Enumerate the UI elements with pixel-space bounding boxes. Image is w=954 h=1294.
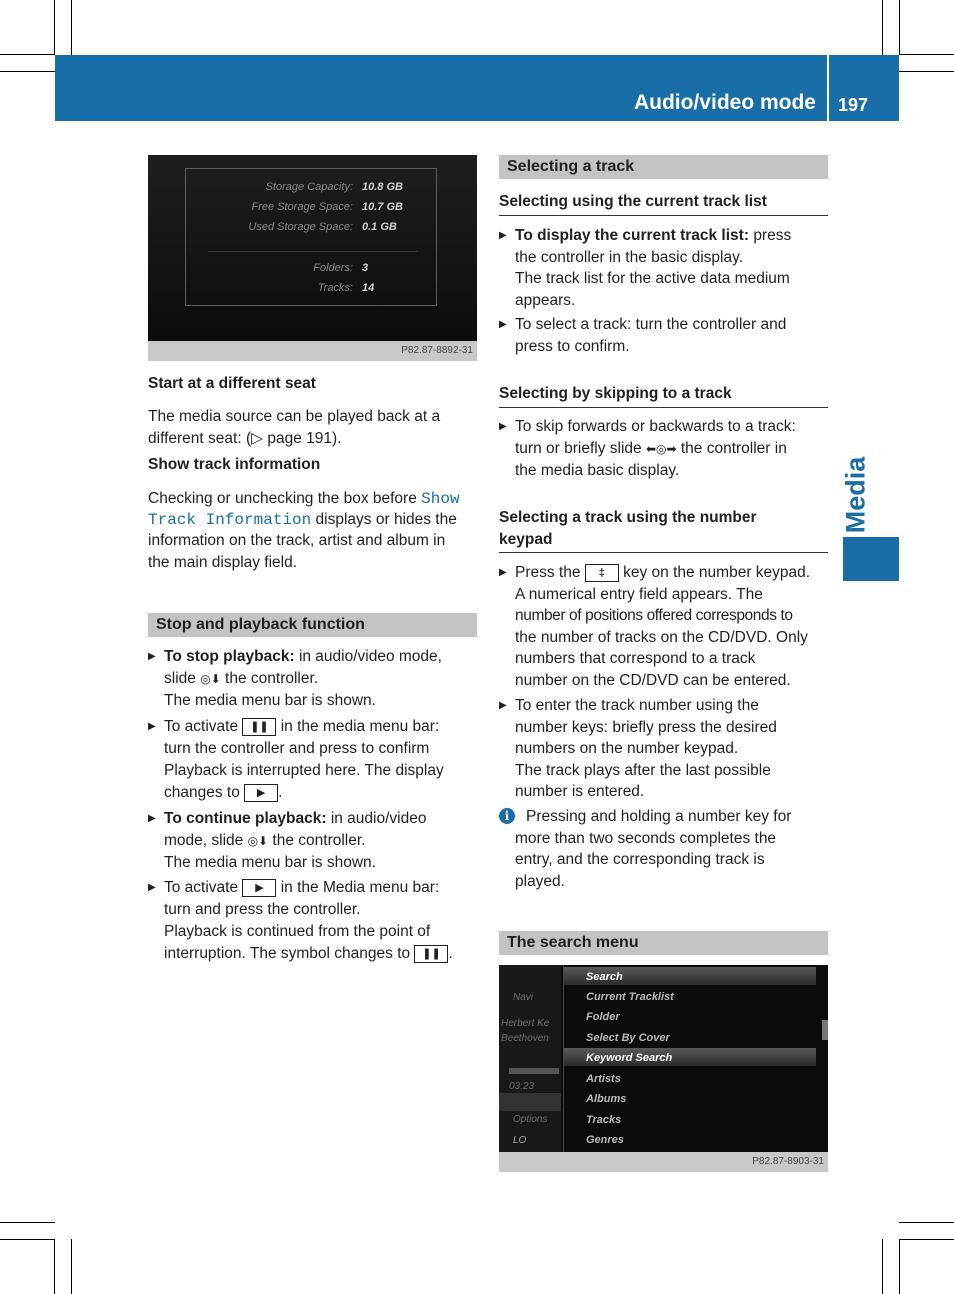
side-tab-label: Media <box>840 456 871 534</box>
storage-capacity-value: 10.8 GB <box>362 181 403 193</box>
used-storage-value: 0.1 GB <box>362 221 397 233</box>
free-storage-value: 10.7 GB <box>362 201 403 213</box>
artist-label: Herbert Ke <box>501 1018 550 1029</box>
scrollbar[interactable] <box>822 1020 828 1040</box>
bullet-arrow-icon: ▶ <box>499 319 507 330</box>
crop-mark <box>899 71 954 72</box>
crop-mark <box>0 1239 55 1240</box>
step-text: To activate <box>164 718 239 735</box>
step-text: press to confirm. <box>515 337 630 355</box>
step-text: To enter the track number using the <box>515 697 759 714</box>
step-bold: To continue playback: <box>164 810 327 827</box>
step-text: in audio/video <box>330 810 427 827</box>
bullet-arrow-icon: ▶ <box>499 230 507 241</box>
note-text: Pressing and holding a number key for <box>526 808 792 825</box>
note-text: played. <box>515 872 565 890</box>
activate-play-step: ▶ To activate ▶ in the Media menu bar: turn and press the controller. Playback is continued from the point of interruption. The symbol changes to ❚❚ . <box>148 879 453 962</box>
storage-info-screenshot <box>148 155 477 361</box>
stop-playback-step <box>148 646 478 712</box>
note-text: more than two seconds completes the <box>515 829 777 847</box>
step-text: appears. <box>515 291 576 309</box>
step-text: number keys: briefly press the desired <box>515 718 777 736</box>
step-text: The media menu bar is shown. <box>164 854 376 871</box>
crop-mark <box>899 1239 900 1294</box>
step-text: numbers on the number keypad. <box>515 740 739 757</box>
display-track-list-step <box>499 225 829 313</box>
step-text: The track list for the active data medium <box>515 270 790 287</box>
show-track-line-2 <box>148 509 457 532</box>
controller-slide-down-icon: ◎⬇ <box>247 833 269 848</box>
step-text: the controller. <box>225 669 319 687</box>
bullet-arrow-icon: ▶ <box>148 882 156 893</box>
step-text: A numerical entry field appears. The <box>515 585 763 603</box>
keypad-heading-line: keypad <box>499 530 553 548</box>
step-text: turn and press the controller. <box>164 901 361 918</box>
step-text: in audio/video mode, <box>298 648 442 665</box>
options-bar <box>499 1093 561 1111</box>
keypad-heading <box>499 507 828 553</box>
image-code: P82.87-8892-31 <box>148 341 477 361</box>
crop-mark <box>54 0 55 55</box>
menu-item-artists[interactable]: Artists <box>586 1073 621 1085</box>
seat-heading: Start at a different seat <box>148 375 316 392</box>
bullet-arrow-icon: ▶ <box>499 567 507 578</box>
bullet-arrow-icon: ▶ <box>148 721 156 732</box>
crop-mark <box>899 54 954 55</box>
step-text: number on the CD/DVD can be entered. <box>515 671 791 689</box>
bullet-arrow-icon: ▶ <box>148 813 156 824</box>
pause-icon: ❚❚ <box>242 718 276 736</box>
page-title: Audio/video mode <box>633 91 816 114</box>
play-icon: ▶ <box>244 784 278 802</box>
step-text: the controller in <box>680 440 787 457</box>
menu-item-genres[interactable]: Genres <box>586 1134 624 1146</box>
activate-pause-step: ▶ To activate ❚❚ in the media menu bar: turn the controller and press to confirm Playback is interrupted here. The display changes to ▶ . <box>148 718 444 801</box>
tracks-value: 14 <box>362 282 375 294</box>
hash-key-icon: ‡ <box>585 564 619 582</box>
show-text-line-4: the main display field. <box>148 554 298 571</box>
step-text: interruption. The symbol changes to <box>164 945 411 962</box>
panel-separator <box>208 251 418 252</box>
step-text: number is entered. <box>515 783 645 800</box>
step-bold: To stop playback: <box>164 648 295 665</box>
storage-capacity-label: Storage Capacity: <box>265 181 353 193</box>
step-text: slide <box>164 669 196 687</box>
note-text: entry, and the corresponding track is <box>515 851 765 868</box>
crop-mark <box>71 0 72 55</box>
crop-mark <box>71 1239 72 1294</box>
step-text: turn the controller and press to confirm <box>164 740 430 757</box>
options-label: Options <box>513 1114 548 1125</box>
tracks-label: Tracks: <box>317 282 353 294</box>
controller-slide-left-right-icon: ⬅◎➡ <box>645 442 677 456</box>
show-track-info-link-2[interactable]: Track Information <box>148 511 312 529</box>
header-divider <box>827 55 829 121</box>
menu-item-search[interactable]: Search <box>586 971 623 983</box>
pause-icon: ❚❚ <box>414 945 448 963</box>
menu-item-select-by-cover[interactable]: Select By Cover <box>586 1032 670 1044</box>
continue-playback-step <box>148 808 478 876</box>
folders-value: 3 <box>362 262 369 274</box>
crop-mark <box>899 1222 954 1223</box>
bullet-arrow-icon: ▶ <box>148 651 156 662</box>
step-text: the number of tracks on the CD/DVD. Only <box>515 628 808 646</box>
track-time: 03:23 <box>509 1081 535 1092</box>
bullet-arrow-icon: ▶ <box>499 421 507 432</box>
step-text: The track plays after the last possible <box>515 761 771 779</box>
show-text: Checking or unchecking the box before <box>148 490 417 507</box>
step-text: press <box>753 227 792 244</box>
controller-slide-down-icon: ◎⬇ <box>200 671 221 686</box>
search-menu-list <box>563 965 815 1152</box>
search-menu-screenshot <box>499 965 828 1172</box>
menu-item-keyword-search[interactable]: Keyword Search <box>586 1052 673 1064</box>
crop-mark <box>0 1222 55 1223</box>
bullet-arrow-icon: ▶ <box>499 700 507 711</box>
search-menu-section-heading: The search menu <box>499 931 828 955</box>
step-text: key on the number keypad. <box>623 564 811 581</box>
step-text: To select a track: turn the controller and <box>515 316 787 333</box>
menu-item-albums[interactable]: Albums <box>586 1093 627 1105</box>
crop-mark <box>54 1239 55 1294</box>
step-text: mode, slide <box>164 831 244 849</box>
show-track-info-link[interactable]: Show <box>421 490 460 508</box>
selecting-track-section-heading: Selecting a track <box>499 155 828 179</box>
page-number: 197 <box>838 95 869 115</box>
show-track-line-1 <box>148 488 460 511</box>
side-tab-block <box>843 537 899 581</box>
show-text: displays or hides the <box>315 511 457 528</box>
show-text-line-3: information on the track, artist and album in <box>148 532 446 549</box>
step-text: the controller. <box>272 831 366 849</box>
folders-label: Folders: <box>313 262 353 274</box>
skip-heading: Selecting by skipping to a track <box>499 383 828 408</box>
step-text: changes to <box>164 784 240 801</box>
crop-mark <box>899 0 900 55</box>
step-text: To skip forwards or backwards to a track: <box>515 418 796 435</box>
step-text: Playback is interrupted here. The display <box>164 762 444 779</box>
step-text: the media basic display. <box>515 462 680 479</box>
step-text: in the Media menu bar: <box>280 879 440 896</box>
current-list-heading: Selecting using the current track list <box>499 191 828 216</box>
enter-number-step <box>499 695 829 803</box>
menu-item-folder[interactable]: Folder <box>586 1011 620 1023</box>
select-track-step <box>499 314 829 358</box>
side-tab <box>836 455 876 535</box>
lo-label: LO <box>513 1135 527 1146</box>
info-note <box>499 806 829 894</box>
step-bold: To display the current track list: <box>515 227 749 244</box>
crop-mark <box>899 1239 954 1240</box>
keypad-heading-line: Selecting a track using the number <box>499 509 757 526</box>
used-storage-label: Used Storage Space: <box>248 221 353 233</box>
navi-label: Navi <box>513 992 534 1003</box>
crop-mark <box>882 0 883 55</box>
step-text: the controller in the basic display. <box>515 248 744 266</box>
crop-mark <box>0 54 55 55</box>
menu-item-tracks[interactable]: Tracks <box>586 1114 622 1126</box>
press-hash-key-step <box>499 562 829 694</box>
step-text: Press the <box>515 564 581 581</box>
album-label: Beethoven <box>501 1033 549 1044</box>
basic-display-column <box>499 965 561 1152</box>
step-text: turn or briefly slide <box>515 440 642 457</box>
progress-bar <box>509 1068 559 1074</box>
stop-playback-section-heading: Stop and playback function <box>148 613 477 637</box>
free-storage-label: Free Storage Space: <box>251 201 353 213</box>
step-text: Playback is continued from the point of <box>164 923 431 940</box>
crop-mark <box>882 1239 883 1294</box>
step-text: The media menu bar is shown. <box>164 692 376 709</box>
info-icon: i <box>499 808 515 824</box>
show-track-heading: Show track information <box>148 456 321 473</box>
play-icon: ▶ <box>242 879 276 897</box>
image-code: P82.87-8903-31 <box>499 1152 828 1172</box>
step-text: numbers that correspond to a track <box>515 650 756 667</box>
step-text: in the media menu bar: <box>280 718 440 735</box>
seat-text: The media source can be played back at a different seat: (▷ page 191). <box>148 408 441 447</box>
step-text: To activate <box>164 879 239 896</box>
menu-item-current-tracklist[interactable]: Current Tracklist <box>586 991 674 1003</box>
skip-track-step <box>499 416 829 484</box>
crop-mark <box>0 71 55 72</box>
step-text: number of positions offered corresponds to <box>515 607 793 624</box>
